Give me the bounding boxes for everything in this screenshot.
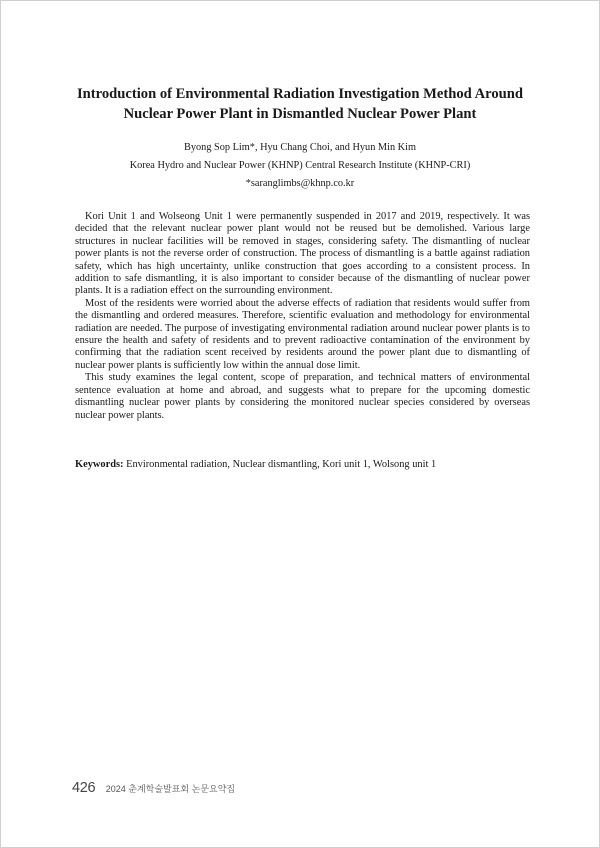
proceedings-title: 2024 춘계학술발표회 논문요약집	[105, 784, 236, 794]
abstract-paragraph-3: This study examines the legal content, scope of preparation, and technical matters of environmental sentence evaluation at home and abroad, and suggests what to prepare for the upcoming domestic dismantling nuclear power plants by considering the monitored nuclear species considered by overseas nuclear power plants.	[75, 372, 530, 421]
abstract-paragraph-2: Most of the residents were worried about the adverse effects of radiation that residents would suffer from the dismantling and ordered measures. Therefore, scientific evaluation and methodology for environmental radiation are needed. The purpose of investigating environmental radiation around nuclear power plants is to ensure the health and safety of residents and to prevent radioactive contamination of the environment by confirming that the radiation scent received by residents around the power plant due to dismantling of nuclear power plants is sufficiently low within the annual dose limit.	[75, 297, 530, 371]
abstract-paragraph-1: Kori Unit 1 and Wolseong Unit 1 were permanently suspended in 2017 and 2019, respectively. It was decided that the relevant nuclear power plant would not be reused but be demolished. Various large structures in nuclear facilities will be removed in stages, considering safety. The dismantling of nuclear power plants is not the reverse order of construction. The process of dismantling is a battle against radiation safety, which has high uncertainty, unlike construction that goes according to a consistent process. In addition to safe dismantling, it is also important to consider because of the dismantling of nuclear power plants. It is a radiation effect on the surrounding environment.	[75, 211, 530, 297]
author-list: Byong Sop Lim*, Hyu Chang Choi, and Hyun Min Kim	[184, 142, 416, 153]
abstract-body	[75, 211, 530, 422]
keywords-label: Keywords:	[75, 459, 124, 470]
page-footer	[72, 779, 235, 797]
page-number: 426	[72, 780, 96, 796]
keywords-list: Environmental radiation, Nuclear dismantling, Kori unit 1, Wolsong unit 1	[126, 459, 437, 470]
keywords-line	[75, 459, 530, 471]
affiliation: Korea Hydro and Nuclear Power (KHNP) Central Research Institute (KHNP-CRI)	[129, 160, 471, 171]
corresponding-email: *saranglimbs@khnp.co.kr	[245, 178, 355, 189]
paper-title: Introduction of Environmental Radiation Investigation Method Around Nuclear Power Plant in Dismantled Nuclear Power Plant	[77, 86, 523, 122]
